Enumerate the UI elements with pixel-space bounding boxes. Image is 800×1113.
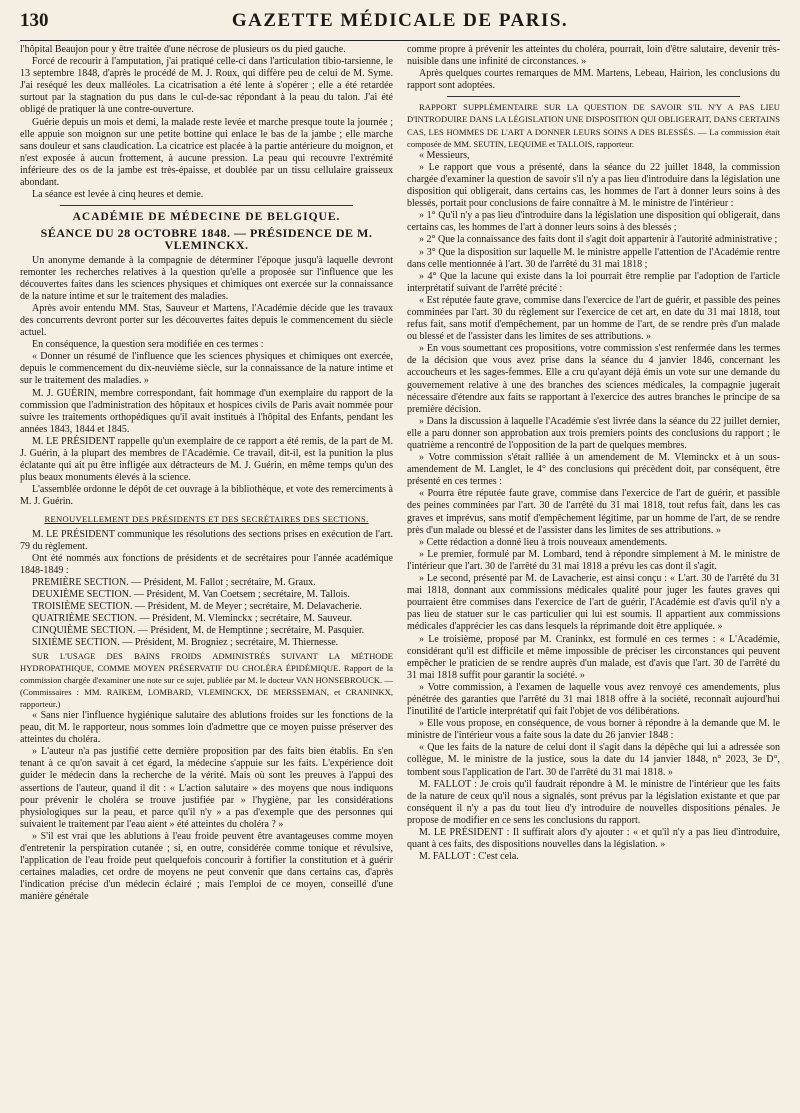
paragraph: » En vous soumettant ces propositions, votre commission s'est renfermée dans les termes de la décision que vous avez prise dans la séance du 4 janvier 1846, concernant les accoucheurs et les sages-femmes. Elle a cru qu'ayant déjà émis un vote sur une demande du gouvernement relative à une des branches des sciences médicales, la compagnie jugerait nécessaire d'étendre aux faits se rapportant à l'exercice des autres branches le principe de sa première décision. [407, 343, 780, 415]
paragraph: « Donner un résumé de l'influence que les sciences physiques et chimiques ont exercée, depuis le commencement du dix-neuvième siècle, sur la connaissance de la nature intime et sur le traitement des maladies. » [20, 351, 393, 387]
page-number: 130 [20, 10, 49, 31]
paragraph: » Elle vous propose, en conséquence, de vous borner à répondre à la demande que M. le ministre de l'intérieur vous a faite sous la date du 26 janvier 1848 : [407, 718, 780, 742]
paragraph: « Est réputée faute grave, commise dans l'exercice de l'art de guérir, et passible des peines comminées par l'art. 30 du règlement sur l'exercice de cet art, en date du 31 mai 1818, tout refus fait, sans motif d'empêchement, par un homme de l'art, de se rendre près d'un malade ou blessé et de l'assister dans les limites de ses attributions. » [407, 294, 780, 343]
paragraph: » L'auteur n'a pas justifié cette dernière proposition par des faits bien établis. En s'en tenant à ce qu'on savait à cet égard, la médecine s'appuie sur les faits. L'expérience doit guider le médecin dans la recherche de la vérité. Mais où sont les preuves à l'appui des assertions de l'auteur, quand il dit : « L'action salutaire » des moyens que nous indiquons pour prévenir le choléra se trouve justifiée par » l'hygiène, par les considérations physiologiques sur la peau, et parce qu'il n'y » a pas d'exemple que des personnes qui suivaient le traitement par l'eau aient » été atteintes du choléra ? » [20, 746, 393, 830]
masthead-title: GAZETTE MÉDICALE DE PARIS. [231, 10, 569, 31]
paragraph: M. FALLOT : C'est cela. [419, 851, 519, 863]
paragraph: Après avoir entendu MM. Stas, Sauveur et Martens, l'Académie décide que les travaux des concurrents devront porter sur les découvertes faites depuis le commencement du siècle actuel. [20, 302, 393, 339]
section-line: QUATRIÈME SECTION. — Président, M. Vleminckx ; secrétaire, M. Sauveur. [32, 613, 353, 625]
paragraph: « Sans nier l'influence hygiénique salutaire des ablutions froides sur les fonctions de la peau, dit M. le rapporteur, nous sommes loin d'admettre que ce moyen puisse préserver des atteintes du choléra. [20, 709, 393, 746]
divider [447, 96, 740, 97]
paragraph: » 4° Que la lacune qui existe dans la loi pourrait être remplie par l'adoption de l'article interprétatif suivant de l'arrêté précité : [407, 270, 780, 294]
paragraph: Un anonyme demande à la compagnie de déterminer l'époque jusqu'à laquelle devront remonter les recherches relatives à la question qu'elle a proposée sur l'influence que les découvertes faites dans les sciences physiques et chimiques ont exercée sur la connaissance de la nature intime et sur le traitement des maladies. [20, 254, 393, 302]
paragraph: « Messieurs, [419, 149, 470, 161]
right-column [407, 44, 780, 903]
paragraph: » Dans la discussion à laquelle l'Académie s'est livrée dans la séance du 22 juillet dernier, elle a paru donner son approbation aux trois premiers points des conclusions du rapport ; le quatrième a rencontré de l'opposition de la part de quelques membres. [407, 415, 780, 451]
paragraph: » Votre commission, à l'examen de laquelle vous avez renvoyé ces amendements, plus pénétrée des garanties que l'arrêté du 31 mai 1818 offre à la société, reconnaît aujourd'hui l'inutilité de l'article interprétatif qui fait l'objet de vos délibérations. [407, 681, 780, 718]
page-header [20, 10, 780, 41]
subsection-title: RENOUVELLEMENT DES PRÉSIDENTS ET DES SECRÉTAIRES DES SECTIONS. [44, 514, 369, 525]
paragraph: » 2° Que la connaissance des faits dont il s'agit doit appartenir à l'autorité administrative ; [419, 234, 778, 246]
paragraph: M. LE PRÉSIDENT rappelle qu'un exemplaire de ce rapport a été remis, de la part de M. J. Guérin, à la plupart des membres de l'Académie. Ce travail, dit-il, est la punition la plus éclatante qui ait pu être infligée aux détracteurs de M. J. Guérin, en même temps qu'un des plus beaux monuments élevés à la science. [20, 435, 393, 484]
paragraph: M. FALLOT : Je crois qu'il faudrait répondre à M. le ministre de l'intérieur que les faits de la nature de ceux qu'il nous a signalés, sont prévus par la législation existante et que par conséquent il n'y a pas du tout lieu d'y introduire de nouvelles dispositions pénales. Je propose de modifier en ce sens les conclusions du rapport. [407, 778, 780, 826]
section-line: SIXIÈME SECTION. — Président, M. Brogniez ; secrétaire, M. Thiernesse. [32, 637, 339, 649]
paragraph: comme propre à prévenir les atteintes du choléra, pourrait, loin d'être salutaire, devenir très-nuisible dans une infinité de circonstances. » [407, 44, 780, 68]
report-heading: RAPPORT SUPPLÉMENTAIRE SUR LA QUESTION DE SAVOIR S'IL N'Y A PAS LIEU D'INTRODUIRE DANS LA LÉGISLATION UNE DISPOSITION QUI OBLIGERAIT, DANS CERTAINS CAS, LES HOMMES DE L'ART A DONNER LEURS SOINS A DES BLESSÉS. — La commission était composée de MM. SEUTIN, LEQUIME et TALLOIS, rapporteur. [407, 102, 780, 149]
section-title: ACADÉMIE DE MÉDECINE DE BELGIQUE. [72, 211, 341, 224]
paragraph: Après quelques courtes remarques de MM. Martens, Lebeau, Hairion, les conclusions du rapport sont adoptées. [407, 68, 780, 92]
paragraph: M. LE PRÉSIDENT communique les résolutions des sections prises en exécution de l'art. 79 du règlement. [20, 528, 393, 552]
paragraph: » Le troisième, proposé par M. Craninkx, est formulé en ces termes : « L'Académie, considérant qu'il est difficile et même impossible de préciser les circonstances qui peuvent empêcher le praticien de se rendre auprès d'un malade, est d'avis que l'art. 30 de l'arrêté du 31 mai 1818 suffit pour garantir la société. » [407, 633, 780, 681]
section-line: TROISIÈME SECTION. — Président, M. de Meyer ; secrétaire, M. Delavacherie. [32, 601, 362, 613]
paragraph: M. J. GUÉRIN, membre correspondant, fait hommage d'un exemplaire du rapport de la commission que l'administration des hôpitaux et hospices civils de Paris avait nommée pour suivre les traitements orthopédiques qu'il avait institués à l'hôpital des Enfants, pendant les années 1843, 1844 et 1845. [20, 387, 393, 435]
paragraph: L'assemblée ordonne le dépôt de cet ouvrage à la bibliothèque, et vote des remerciments à M. J. Guérin. [20, 484, 393, 508]
paragraph: » Cette rédaction a donné lieu à trois nouveaux amendements. [419, 536, 668, 548]
paragraph: « Que les faits de la nature de celui dont il s'agit dans la dépêche qui lui a adressée son collègue, M. le ministre de la justice, sous la date du 14 janvier 1848, n° 2023, 3e D°, tombent sous l'application de l'art. 30 de l'arrêté du 31 mai 1818. » [407, 742, 780, 778]
paragraph: En conséquence, la question sera modifiée en ces termes : [32, 339, 264, 351]
paragraph: l'hôpital Beaujon pour y être traitée d'une nécrose de plusieurs os du pied gauche. [20, 44, 346, 55]
paragraph: » Votre commission s'était ralliée à un amendement de M. Vleminckx et à un sous-amendement de M. Langlet, le 4° des conclusions qui précèdent doit, par conséquent, être présenté en ces termes : [407, 452, 780, 488]
paragraph: « Pourra être réputée faute grave, commise dans l'exercice de l'art de guérir, et passible des peines comminées par l'art. 30 de l'arrêté du 31 mai 1818, tout refus fait, dans les cas graves et imprévus, sans motif d'empêchement légitime, par un homme de l'art, de se rendre près d'un malade ou blessé et de l'assister dans les limites de ses attributions. » [407, 488, 780, 536]
section-line: CINQUIÈME SECTION. — Président, M. de Hemptinne ; secrétaire, M. Pasquier. [32, 625, 365, 637]
paragraph: Forcé de recourir à l'amputation, j'ai pratiqué celle-ci dans l'articulation tibio-tarsienne, le 13 septembre 1848, d'après le procédé de M. J. Roux, qui diffère peu de celui de M. Syme. J'ai reséqué les deux malléoles. La cicatrisation a été lente à s'opérer ; elle a été retardée surtout par la stagnation du pus dans le cul-de-sac répondant à la peau du talon. J'ai été obligé de pratiquer là une contre-ouverture. [20, 56, 393, 116]
paragraph: » Le premier, formulé par M. Lombard, tend à répondre simplement à M. le ministre de l'intérieur que l'art. 30 de l'arrêté du 31 mai 1818 a prévu les cas dont il s'agit. [407, 548, 780, 572]
paragraph: » Le rapport que vous a présenté, dans la séance du 22 juillet 1848, la commission chargée d'examiner la question de savoir s'il n'y a pas lieu d'introduire dans la législation une disposition qui obligerait, dans certains cas, les hommes de l'art à donner leurs soins à des blessés, portait pour conclusions de faire connaître à M. le ministre de l'intérieur : [407, 161, 780, 210]
report-heading: SUR L'USAGE DES BAINS FROIDS ADMINISTRÉS SUIVANT LA MÉTHODE HYDROPATHIQUE, COMME MOYEN PRÉSERVATIF DU CHOLÉRA ÉPIDÉMIQUE. Rapport de la commission chargée d'examiner une note sur ce sujet, publiée par M. le docteur VAN HONSEBROUCK. — (Commissaires : MM. RAIKEM, LOMBARD, VLEMINCKX, DE MERSSEMAN, et CRANINKX, rapporteur.) [20, 650, 393, 709]
paragraph: M. LE PRÉSIDENT : Il suffirait alors d'y ajouter : « et qu'il n'y a pas lieu d'introduire, quant à ces faits, des dispositions nouvelles dans la législation. » [407, 827, 780, 851]
section-line: PREMIÈRE SECTION. — Président, M. Fallot ; secrétaire, M. Graux. [32, 576, 316, 588]
paragraph: » Le second, présenté par M. de Lavacherie, est ainsi conçu : « L'art. 30 de l'arrêté du 31 mai 1818, donnant aux commissions médicales qualité pour juger les fautes graves qui pourraient être commises dans l'exercice de l'art de guérir, l'Académie est d'avis qu'il n'y a pas lieu de statuer sur le cas particulier qui lui est soumis. Il appartient aux commissions médicales d'apprécier les cas dans lesquels la réprimande doit être appliquée. » [407, 573, 780, 633]
paragraph: » S'il est vrai que les ablutions à l'eau froide peuvent être avantageuses comme moyen d'entretenir la perspiration cutanée ; si, en outre, considérée comme tonique et révulsive, l'application de l'eau froide peut quelquefois concourir à fortifier la constitution et à guérir certaines maladies, cet ordre de moyens ne peut convenir que dans certains cas, d'après l'indication précise d'un médecin éclairé ; mais l'emploi de ce moyen, conseillé d'une manière générale [20, 830, 393, 903]
divider [60, 205, 353, 206]
paragraph: » 1° Qu'il n'y a pas lieu d'introduire dans la législation une disposition qui obligerait, dans certains cas, les hommes de l'art à donner leurs soins à des blessés ; [407, 210, 780, 234]
paragraph: La séance est levée à cinq heures et demie. [32, 189, 204, 201]
section-line: DEUXIÈME SECTION. — Président, M. Van Coetsem ; secrétaire, M. Tallois. [32, 589, 350, 601]
paragraph: » 3° Que la disposition sur laquelle M. le ministre appelle l'attention de l'Académie rentre dans celle mentionnée à l'art. 30 de l'arrêté du 31 mai 1818 ; [407, 246, 780, 270]
left-column [20, 44, 393, 903]
paragraph: Guérie depuis un mois et demi, la malade reste levée et marche presque toute la journée ; elle appuie son moignon sur une petite bottine qui enlace le bas de la jambe ; elle marche sans douleur et sans claudication. La cicatrice est placée à la partie antérieure du moignon, et n'est exposée à aucun frottement, à aucune pression. La peau qui recouvre l'extrémité inférieure des os de la jambe est très-épaisse, et doublée par un tissu cellulaire graisseux abondant. [20, 116, 393, 189]
paragraph: Ont été nommés aux fonctions de présidents et de secrétaires pour l'année académique 1848-1849 : [20, 552, 393, 576]
columns [20, 44, 780, 903]
seance-title: SÉANCE DU 28 OCTOBRE 1848. — PRÉSIDENCE DE M. VLEMINCKX. [40, 226, 373, 253]
